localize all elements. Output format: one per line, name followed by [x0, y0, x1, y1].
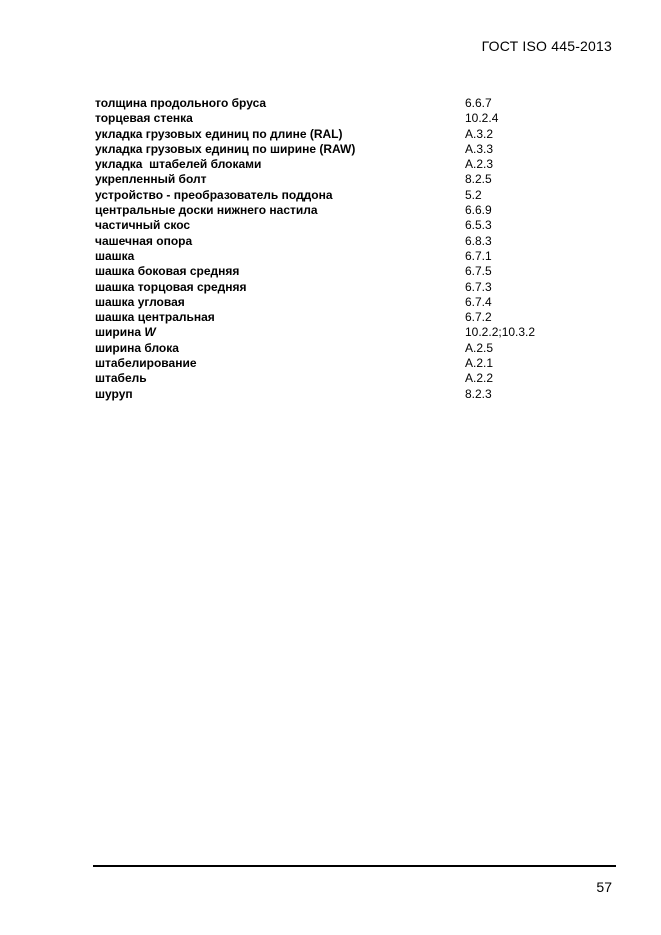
index-reference: 5.2 [465, 187, 482, 202]
index-reference: 10.2.4 [465, 111, 499, 126]
index-reference: A.3.2 [465, 126, 494, 141]
index-entry [95, 356, 575, 371]
index-term: устройство - преобразователь поддона [95, 187, 333, 202]
index-reference: A.2.1 [465, 356, 494, 371]
index-entry [95, 96, 575, 111]
index-reference: A.2.5 [465, 340, 494, 355]
index-term: штабель [95, 371, 147, 386]
index-entry [95, 371, 575, 386]
index-term: толщина продольного бруса [95, 96, 267, 110]
index-reference: 6.8.3 [465, 233, 492, 248]
index-term: укладка штабелей блоками [95, 157, 262, 172]
index-entry [95, 341, 575, 356]
index-term: укладка грузовых единиц по длине (RAL) [95, 126, 343, 141]
document-header: ГОСТ ISO 445-2013 [481, 38, 612, 54]
index-entry [95, 203, 575, 218]
index-reference: A.3.3 [465, 141, 494, 156]
index-reference: 6.6.7 [465, 96, 492, 110]
index-reference: A.2.3 [465, 157, 494, 172]
index-entry [95, 188, 575, 203]
index-term-text: ширина [95, 325, 145, 340]
index-reference: 6.7.5 [465, 264, 492, 279]
index-reference: A.2.2 [465, 371, 494, 386]
index-term: штабелирование [95, 356, 197, 371]
index-reference: 6.7.2 [465, 310, 492, 325]
index-term: частичный скос [95, 218, 191, 233]
index-entry [95, 249, 575, 264]
index-entry [95, 387, 575, 402]
index-term [95, 325, 156, 340]
index-term: чашечная опора [95, 233, 193, 248]
index-reference: 6.6.9 [465, 203, 492, 218]
index-entry [95, 218, 575, 233]
index-entry [95, 310, 575, 325]
footer-divider [93, 865, 616, 867]
index-reference: 10.2.2;10.3.2 [465, 325, 536, 340]
index-reference: 6.7.4 [465, 294, 492, 309]
index-reference: 8.2.3 [465, 386, 492, 401]
index-term: шашка [95, 248, 135, 263]
index-term-symbol: W [144, 325, 156, 340]
index-term: шашка боковая средняя [95, 264, 240, 279]
index-reference: 6.7.1 [465, 248, 492, 263]
index-reference: 6.5.3 [465, 218, 492, 233]
index-term: укрепленный болт [95, 172, 207, 187]
index-entry [95, 142, 575, 157]
index-entry [95, 280, 575, 295]
index-term: шашка торцовая средняя [95, 279, 247, 294]
index-entry [95, 325, 575, 340]
index-reference: 8.2.5 [465, 172, 492, 187]
index-reference: 6.7.3 [465, 279, 492, 294]
index-term: шашка центральная [95, 310, 215, 325]
index-term: шуруп [95, 386, 133, 401]
alphabetical-index [95, 96, 575, 402]
index-term: шашка угловая [95, 294, 185, 309]
index-term: укладка грузовых единиц по ширине (RAW) [95, 141, 356, 156]
index-entry [95, 127, 575, 142]
page-number: 57 [596, 879, 612, 895]
index-entry [95, 295, 575, 310]
index-entry [95, 264, 575, 279]
index-term: торцевая стенка [95, 111, 193, 126]
index-entry [95, 157, 575, 172]
index-term: ширина блока [95, 340, 179, 355]
index-term: центральные доски нижнего настила [95, 203, 318, 218]
index-entry [95, 234, 575, 249]
index-entry [95, 172, 575, 187]
index-entry [95, 111, 575, 126]
